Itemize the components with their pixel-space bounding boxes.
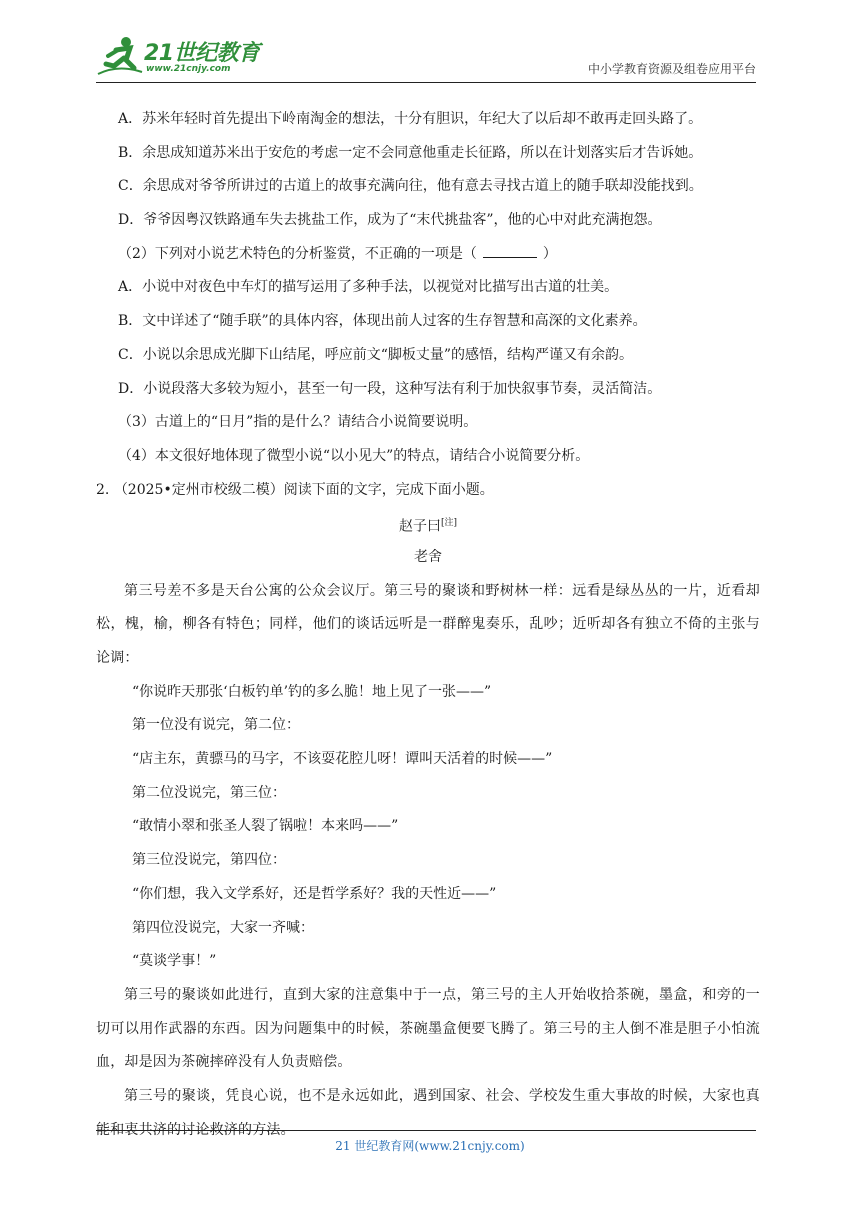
passage-title [96,507,760,541]
logo [96,34,266,78]
q1-option-a: A．苏米年轻时首先提出下岭南淘金的想法，十分有胆识，年纪大了以后却不敢再走回头路了。 [118,111,703,127]
q1-option-d: D．爷爷因粤汉铁路通车失去挑盐工作，成为了“末代挑盐客”，他的心中对此充满抱怨。 [118,212,662,229]
q4-question: （4）本文很好地体现了微型小说“以小见大”的特点，请结合小说简要分析。 [118,447,590,464]
passage-paragraph-3: 第三号的聚谈，凭良心说，也不是永远如此，遇到国家、社会、学校发生重大事故的时候，大家也真能和衷共济的讨论救济的方法。 [96,1088,760,1138]
passage-title-text: 赵子曰 [398,518,441,535]
passage-title-note: [注] [440,518,458,529]
passage-paragraph-2: 第三号的聚谈如此进行，直到大家的注意集中于一点，第三号的主人开始收拾茶碗，墨盒，和旁的一切可以用作武器的东西。因为问题集中的时候，茶碗墨盒便要飞腾了。第三号的主人倒不准是胆子小怕流血，却是因为茶碗摔碎没有人负责赔偿。 [96,986,760,1071]
document-body [96,103,760,1147]
passage-line: 第三位没说完，第四位： [132,852,286,869]
q2-option-a: A．小说中对夜色中车灯的描写运用了多种手法，以视觉对比描写出古道的壮美。 [118,279,619,296]
runner-logo-icon [96,34,144,78]
logo-url-text: www.21cnjy.com [146,64,231,74]
page-footer[interactable]: 21 世纪教育网(www.21cnjy.com) [335,1139,525,1153]
passage-line: “你说昨天那张‘白板钓单’钓的多么脆！地上见了一张——” [132,683,492,700]
passage-line: “你们想，我入文学系好，还是哲学系好？我的天性近——” [132,885,497,902]
passage-author: 老舍 [414,548,442,565]
passage-line: 第一位没有说完，第二位： [132,717,300,734]
logo-brand-text: 21世纪教育 [144,41,260,66]
passage-line: “莫谈学事！” [132,953,217,970]
q2-option-d: D．小说段落大多较为短小，甚至一句一段，这种写法有利于加快叙事节奏，灵活简洁。 [118,380,662,397]
passage-line: “店主东，黄骠马的马字，不该耍花腔儿呀！谭叫天活着的时候——” [132,751,553,768]
passage-paragraph-1: 第三号差不多是天台公寓的公众会议厅。第三号的聚谈和野树林一样：远看是绿丛丛的一片，近看却松，槐，榆，柳各有特色；同样，他们的谈话远听是一群醉鬼奏乐，乱吵；近听却各有独立不倚的主张与论调： [96,582,760,667]
passage-line: 第四位没说完，大家一齐喊： [132,919,314,936]
q2-option-c: C．小说以余思成光脚下山结尾，呼应前文“脚板丈量”的感悟，结构严谨又有余韵。 [118,346,634,363]
q1-option-b: B．余思成知道苏米出于安危的考虑一定不会同意他重走长征路，所以在计划落实后才告诉她。 [118,144,703,161]
q2-stem-text: （2）下列对小说艺术特色的分析鉴赏，不正确的一项是（ [118,245,477,262]
q2-option-b: B．文中详述了“随手联”的具体内容，体现出前人过客的生存智慧和高深的文化素养。 [118,313,647,330]
answer-blank [483,243,537,258]
q1-option-c: C．余思成对爷爷所讲过的古道上的故事充满向往，他有意去寻找古道上的随手联却没能找到。 [118,178,703,195]
passage-line: 第二位没说完，第三位： [132,784,286,801]
header-platform-title: 中小学教育资源及组卷应用平台 [587,62,756,76]
q3-question: （3）古道上的“日月”指的是什么？请结合小说简要说明。 [118,414,478,431]
passage-line: “敢情小翠和张圣人裂了锅啦！本来吗——” [132,818,399,835]
question-number: 2. [96,481,110,498]
question-source: （2025•定州市校级二模）阅读下面的文字，完成下面小题。 [113,481,494,498]
page-header [96,30,756,83]
q2-stem [96,238,760,272]
footer-divider [96,1130,756,1131]
q2-stem-close: ） [542,245,557,262]
question-2-heading [96,474,760,508]
